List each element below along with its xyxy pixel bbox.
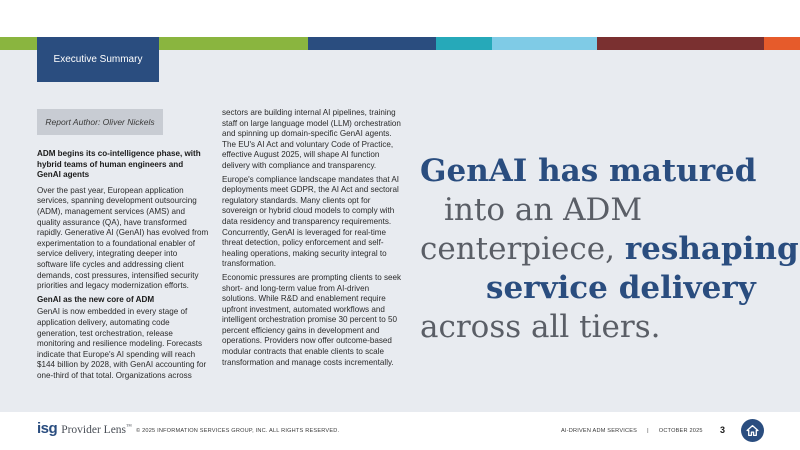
paragraph: Economic pressures are prompting clients to seek short- and long-term value from AI-driven solutions. While R&D and enablement require upfront investment, automated workflows and intelligent orchestration promise 30 percent to 50 percent efficiency gains in development and operations. Providers now offer outcome-based modular contracts that enable clients to scale transformation and manage costs incrementally. (222, 272, 402, 367)
report-date: OCTOBER 2025 (658, 428, 703, 434)
pull-quote-line-3 (420, 230, 799, 269)
color-segment-maroon (597, 37, 764, 50)
color-segment-teal (436, 37, 492, 50)
column-heading: ADM begins its co-intelligence phase, with hybrid teams of human engineers and GenAI agents (37, 149, 201, 180)
home-icon (746, 424, 759, 437)
pull-quote-line-2: into an ADM (444, 192, 643, 228)
logo-text: Provider Lens (61, 424, 127, 436)
color-segment-lightblue (492, 37, 597, 50)
footer-separator: | (647, 428, 649, 434)
page-number: 3 (720, 425, 726, 435)
paragraph: Europe's compliance landscape mandates that AI deployments meet GDPR, the AI Act and sectoral regulatory standards. Many clients opt for sovereign or hybrid cloud models to comply with data residency and transparency requirements. Concurrently, GenAI is leveraged for real-time threat detection, policy enforcement and self-healing operations, making security integral to transformation. (222, 174, 400, 269)
section-tab: Executive Summary (37, 37, 159, 82)
copyright-text: © 2025 INFORMATION SERVICES GROUP, INC. ALL RIGHTS RESERVED. (136, 428, 340, 434)
paragraph: Over the past year, European application services, spanning development outsourcing (ADM), management services (AMS) and quality assurance (QA), have transformed rapidly. Generative AI (GenAI) has evolved from experimentation to a foundational enabler of service delivery, integrating deeper into software life cycles and addressing client demands, cost pressures, intensified security priorities and legacy modernization efforts. (37, 185, 209, 291)
pull-quote-line-1: GenAI has matured (420, 153, 757, 189)
isg-provider-lens-logo (37, 420, 132, 437)
color-segment-orange (764, 37, 800, 50)
pull-quote (420, 152, 799, 347)
logo-tm: ™ (126, 424, 132, 431)
paragraph: GenAI is now embedded in every stage of application delivery, automating code generation, test orchestration, release monitoring and resilience modeling. Forecasts indicate that Europe's AI spending will reach $144 billion by 2028, with GenAI accounting for one-third of that total. Organizations across (37, 307, 207, 380)
text-column-middle (222, 108, 402, 371)
footer-meta (561, 428, 703, 434)
logo-isg: isg (37, 420, 58, 437)
home-button[interactable] (741, 419, 764, 442)
logo-provider-lens (61, 424, 132, 436)
column-subheading: GenAI as the new core of ADM (37, 294, 155, 304)
pull-quote-line-4: service delivery (486, 270, 756, 306)
report-name: AI-DRIVEN ADM SERVICES (561, 428, 638, 434)
pull-quote-line-3a: centerpiece, (420, 231, 625, 267)
top-margin (0, 0, 800, 37)
pull-quote-line-5: across all tiers. (420, 309, 661, 345)
color-segment-navy (308, 37, 436, 50)
text-column-left (37, 149, 209, 384)
author-box: Report Author: Oliver Nickels (37, 109, 163, 135)
paragraph: sectors are building internal AI pipelines, training staff on large language model (LLM) orchestration and spinning up domain-specific GenAI agents. The EU's AI Act and voluntary Code of Practice, effective August 2025, will shape AI function delivery with compliance and transparency. (222, 108, 401, 170)
pull-quote-line-3b: reshaping (624, 231, 799, 267)
